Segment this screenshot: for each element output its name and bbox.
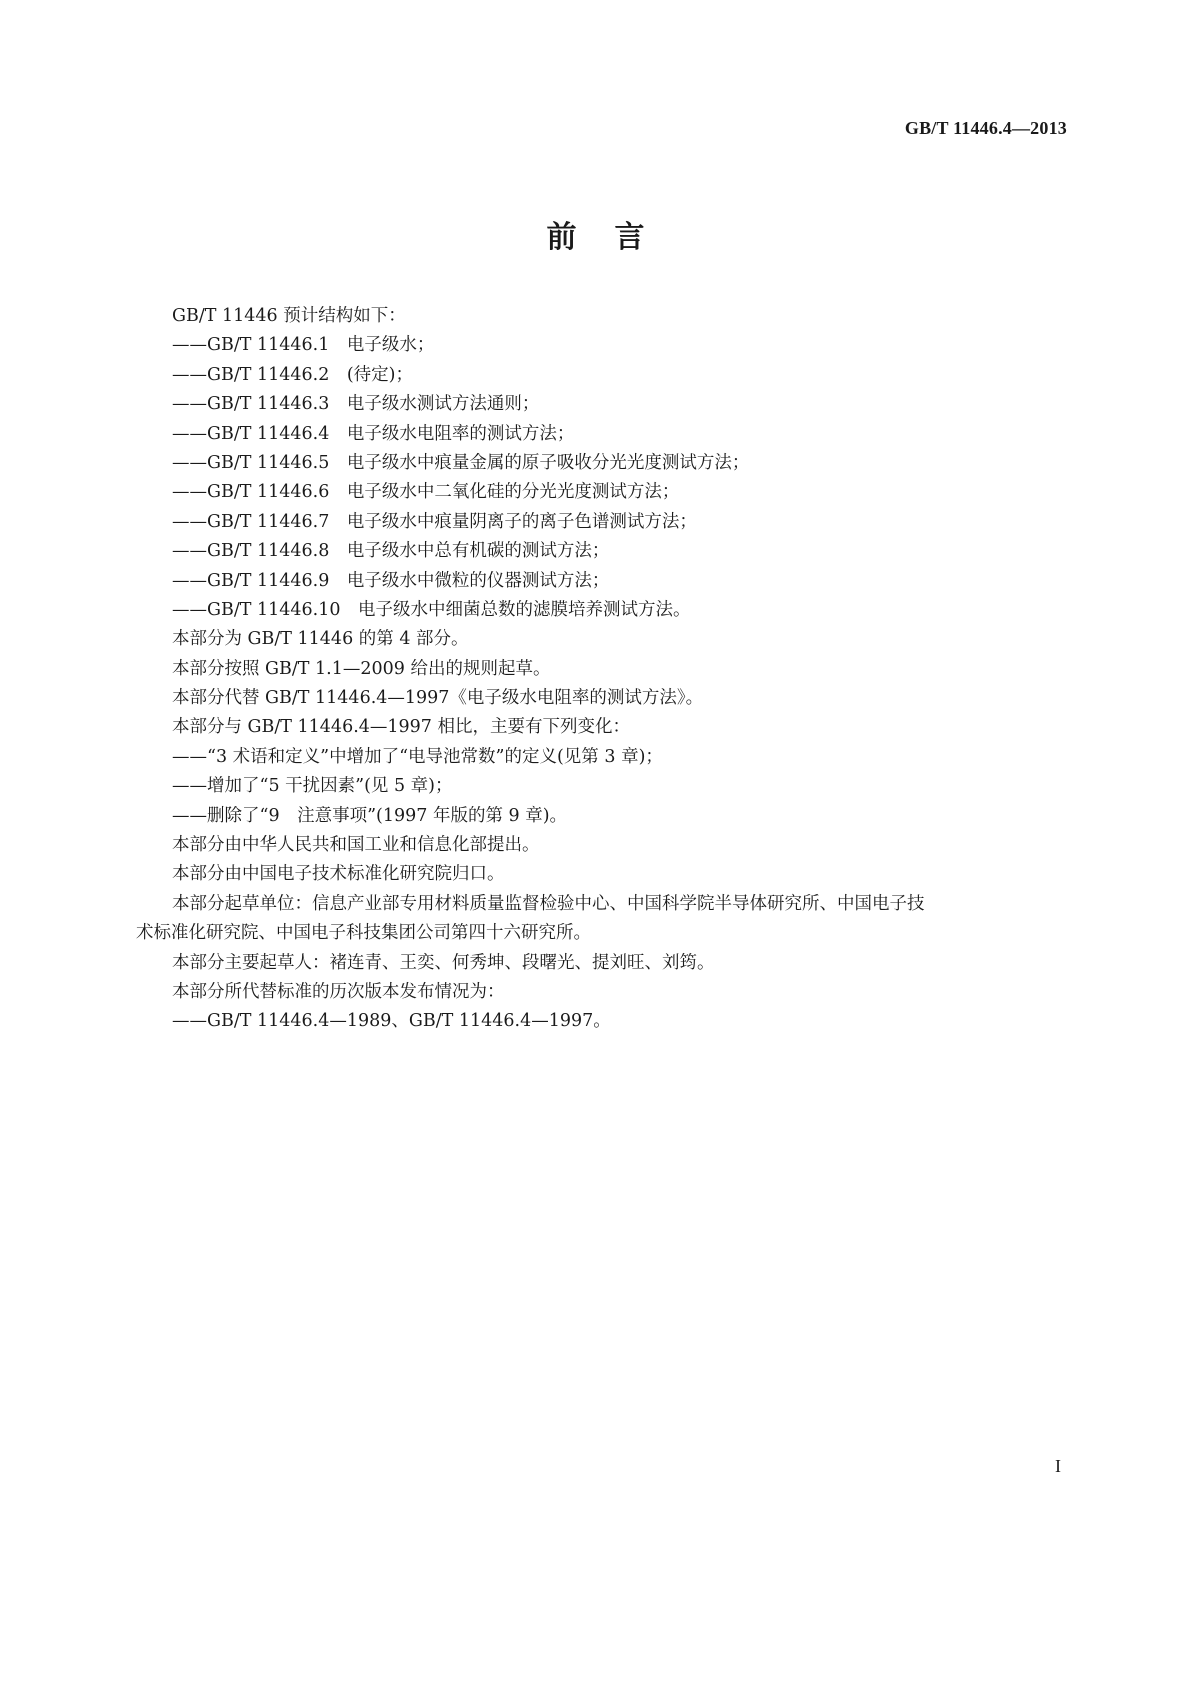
list-item: ——GB/T 11446.2 (待定)； (172, 364, 413, 385)
list-item: ——GB/T 11446.4—1989、GB/T 11446.4—1997。 (172, 1011, 611, 1032)
list-item: ——GB/T 11446.10 电子级水中细菌总数的滤膜培养测试方法。 (172, 599, 691, 620)
list-item: ——GB/T 11446.6 电子级水中二氧化硅的分光光度测试方法； (172, 482, 680, 503)
paragraph: 本部分主要起草人：褚连青、王奕、何秀坤、段曙光、提刘旺、刘筠。 (172, 952, 715, 973)
paragraph: 本部分为 GB/T 11446 的第 4 部分。 (172, 629, 469, 650)
page-title: 前言 (546, 220, 683, 255)
list-item: ——“3 术语和定义”中增加了“电导池常数”的定义(见第 3 章)； (172, 746, 663, 767)
foreword-body (136, 302, 1062, 1037)
list-item: ——删除了“9 注意事项”(1997 年版的第 9 章)。 (172, 805, 568, 826)
list-item: ——GB/T 11446.1 电子级水； (172, 335, 435, 356)
paragraph: 本部分由中华人民共和国工业和信息化部提出。 (172, 835, 540, 856)
list-item: ——GB/T 11446.3 电子级水测试方法通则； (172, 394, 540, 415)
paragraph: 本部分代替 GB/T 11446.4—1997《电子级水电阻率的测试方法》。 (172, 688, 704, 709)
paragraph: GB/T 11446 预计结构如下： (172, 306, 406, 326)
paragraph: 本部分按照 GB/T 1.1—2009 给出的规则起草。 (172, 658, 551, 679)
list-item: ——增加了“5 干扰因素”(见 5 章)； (172, 776, 453, 797)
paragraph: 本部分起草单位：信息产业部专用材料质量监督检验中心、中国科学院半导体研究所、中国电子技 (172, 893, 925, 914)
page-number: I (1055, 1456, 1061, 1476)
list-item: ——GB/T 11446.4 电子级水电阻率的测试方法； (172, 423, 575, 444)
list-item: ——GB/T 11446.9 电子级水中微粒的仪器测试方法； (172, 570, 610, 591)
list-item: ——GB/T 11446.8 电子级水中总有机碳的测试方法； (172, 541, 610, 562)
list-item: ——GB/T 11446.5 电子级水中痕量金属的原子吸收分光光度测试方法； (172, 452, 750, 473)
paragraph-continuation: 术标准化研究院、中国电子科技集团公司第四十六研究所。 (136, 923, 591, 944)
paragraph: 本部分所代替标准的历次版本发布情况为： (172, 981, 505, 1002)
list-item: ——GB/T 11446.7 电子级水中痕量阴离子的离子色谱测试方法； (172, 511, 697, 532)
paragraph: 本部分与 GB/T 11446.4—1997 相比，主要有下列变化： (172, 717, 630, 738)
paragraph: 本部分由中国电子技术标准化研究院归口。 (172, 864, 505, 885)
document-number: GB/T 11446.4—2013 (904, 118, 1067, 138)
